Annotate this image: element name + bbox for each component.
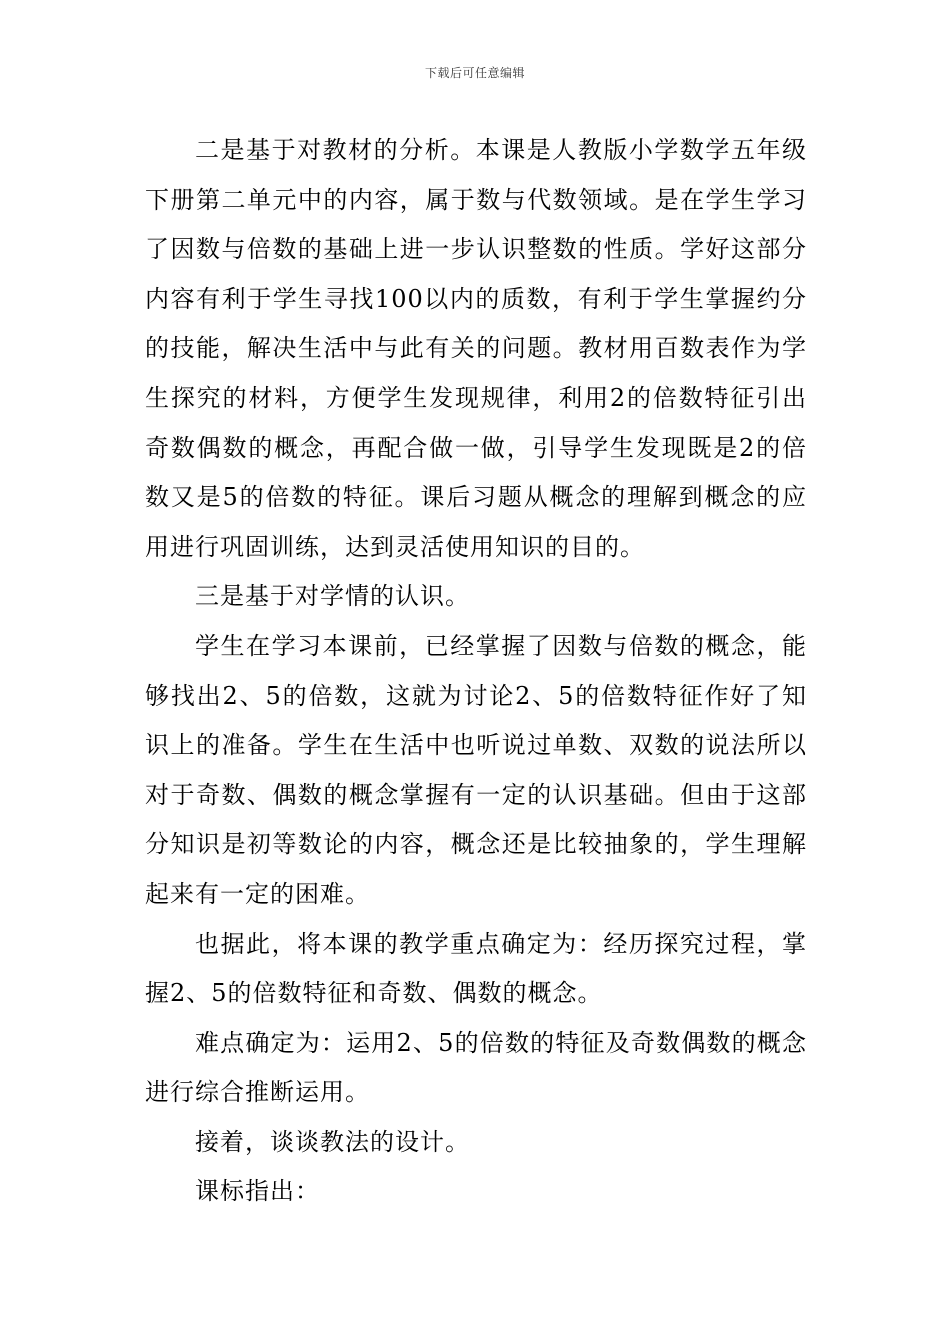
paragraph-teaching-method: 接着，谈谈教法的设计。 bbox=[195, 1127, 470, 1156]
document-body bbox=[145, 126, 807, 1217]
paragraph-learner-analysis: 学生在学习本课前，已经掌握了因数与倍数的概念，能够找出2、5的倍数，这就为讨论2、5的倍数特征作好了知识上的准备。学生在生活中也听说过单数、双数的说法所以对于奇数、偶数的概念掌握有一定的认识基础。但由于这部分知识是初等数论的内容，概念还是比较抽象的，学生理解起来有一定的困难。 bbox=[145, 631, 807, 908]
paragraph-learner-heading: 三是基于对学情的认识。 bbox=[195, 582, 470, 611]
paragraph-key-point: 也据此，将本课的教学重点确定为：经历探究过程，掌握2、5的倍数特征和奇数、偶数的概念。 bbox=[145, 929, 807, 1008]
paragraph-curriculum-standard: 课标指出： bbox=[195, 1177, 320, 1206]
paragraph-textbook-analysis: 二是基于对教材的分析。本课是人教版小学数学五年级下册第二单元中的内容，属于数与代数领域。是在学生学习了因数与倍数的基础上进一步认识整数的性质。学好这部分内容有利于学生寻找100以内的质数，有利于学生掌握约分的技能，解决生活中与此有关的问题。教材用百数表作为学生探究的材料，方便学生发现规律，利用2的倍数特征引出奇数偶数的概念，再配合做一做，引导学生发现既是2的倍数又是5的倍数的特征。课后习题从概念的理解到概念的应用进行巩固训练，达到灵活使用知识的目的。 bbox=[145, 136, 807, 561]
paragraph-difficulty: 难点确定为：运用2、5的倍数的特征及奇数偶数的概念进行综合推断运用。 bbox=[145, 1028, 807, 1107]
page-header: 下载后可任意编辑 bbox=[424, 66, 525, 80]
